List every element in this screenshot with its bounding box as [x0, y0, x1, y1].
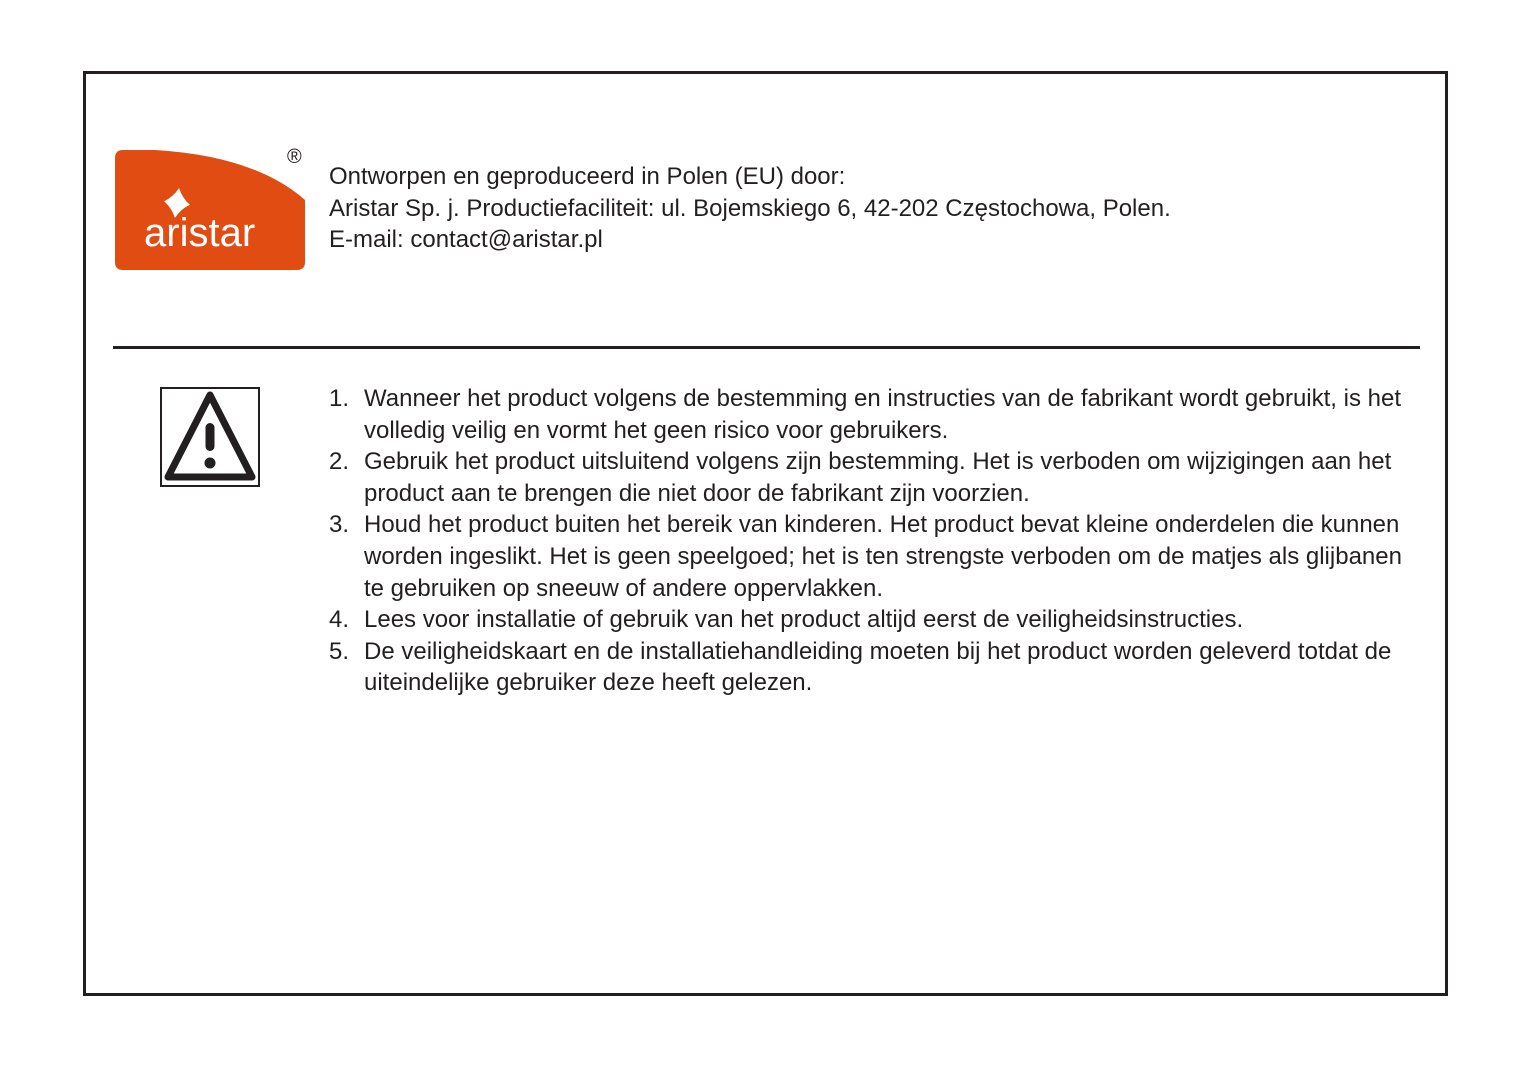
- section-divider: [113, 346, 1420, 349]
- list-item-number: 1.: [329, 385, 350, 412]
- manufacturer-info: [329, 161, 1171, 256]
- manufacturer-line-2: Aristar Sp. j. Productiefaciliteit: ul. Bojemskiego 6, 42-202 Częstochowa, Polen.: [329, 194, 1171, 222]
- list-item: [329, 636, 1409, 699]
- list-item: [329, 509, 1409, 604]
- aristar-logo: [115, 150, 305, 270]
- list-item-text: Lees voor installatie of gebruik van het product altijd eerst de veiligheidsinstructies.: [364, 606, 1244, 634]
- list-item-number: 3.: [329, 511, 350, 539]
- list-item-text: De veiligheidskaart en de installatiehandleiding moeten bij het product worden geleverd totdat de uiteindelijke gebruiker deze heeft gelezen.: [364, 637, 1392, 697]
- manufacturer-line-1: Ontworpen en geproduceerd in Polen (EU) door:: [329, 163, 846, 190]
- list-item: [329, 446, 1409, 509]
- list-item: [329, 604, 1409, 636]
- warning-triangle-icon: [160, 387, 260, 487]
- list-item-text: Houd het product buiten het bereik van kinderen. Het product bevat kleine onderdelen die kunnen worden ingeslikt. Het is geen speelgoed; het is ten strengste verboden om de matjes als glijbanen te gebruiken op sneeuw of andere oppervlakken.: [364, 511, 1402, 602]
- safety-card: [83, 71, 1448, 996]
- list-item: [329, 383, 1409, 446]
- list-item-number: 4.: [329, 606, 350, 634]
- safety-instructions-list: [329, 383, 1409, 699]
- registered-mark: ®: [287, 146, 302, 168]
- list-item-text: Wanneer het product volgens de bestemming en instructies van de fabrikant wordt gebruikt, is het volledig veilig en vormt het geen risico voor gebruikers.: [364, 385, 1402, 444]
- list-item-text: Gebruik het product uitsluitend volgens zijn bestemming. Het is verboden om wijzigingen aan het product aan te brengen die niet door de fabrikant zijn voorzien.: [364, 448, 1392, 507]
- list-item-number: 5.: [329, 637, 350, 665]
- svg-text:aristar: aristar: [144, 211, 256, 255]
- manufacturer-email: E-mail: contact@aristar.pl: [329, 226, 603, 253]
- list-item-number: 2.: [329, 448, 350, 476]
